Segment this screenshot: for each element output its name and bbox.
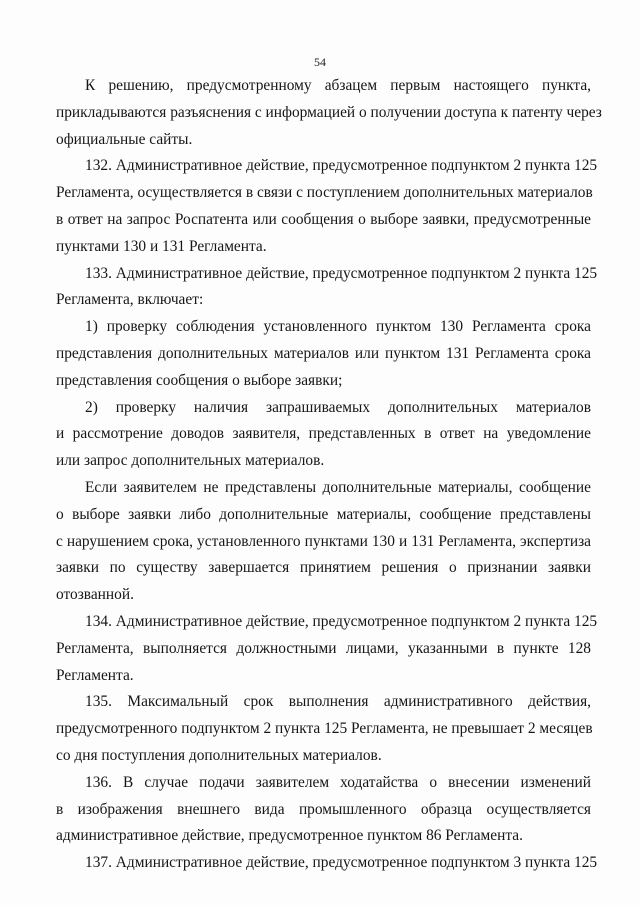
text-line: о выборе заявки либо дополнительные материалы, сообщение представлены: [56, 505, 591, 523]
text-line: предусмотренного подпунктом 2 пункта 125 Регламента, не превышает 2 месяцев: [56, 720, 593, 738]
text-line: Если заявителем не представлены дополнительные материалы, сообщение: [85, 478, 591, 496]
text-line: в ответ на запрос Роспатента или сообщения о выборе заявки, предусмотренные: [56, 210, 591, 228]
paragraph: [56, 73, 602, 153]
text-line: 133. Административное действие, предусмотренное подпунктом 2 пункта 125: [85, 264, 598, 282]
text-line: 2) проверку наличия запрашиваемых дополнительных материалов: [85, 398, 591, 416]
text-line: К решению, предусмотренному абзацем первым настоящего пункта,: [85, 77, 591, 94]
text-line: 136. В случае подачи заявителем ходатайства о внесении изменений: [85, 773, 591, 791]
page-number: 54: [314, 55, 326, 69]
paragraph: [56, 153, 598, 260]
text-line: 135. Максимальный срок выполнения административного действия,: [85, 693, 591, 711]
text-line: 134. Административное действие, предусмотренное подпунктом 2 пункта 125: [85, 612, 598, 630]
text-line: представления дополнительных материалов или пунктом 131 Регламента срока: [56, 344, 591, 362]
text-line: 137. Административное действие, предусмотренное подпунктом 3 пункта 125: [85, 854, 598, 872]
document-body: [56, 73, 602, 877]
text-line: Регламента, выполняется должностными лицами, указанными в пункте 128: [56, 639, 591, 657]
paragraph: [56, 850, 598, 877]
paragraph: [56, 689, 591, 769]
paragraph: [56, 261, 598, 315]
text-line: 1) проверку соблюдения установленного пунктом 130 Регламента срока: [85, 318, 591, 336]
text-line: 132. Административное действие, предусмотренное подпунктом 2 пункта 125: [85, 157, 598, 175]
text-line: с нарушением срока, установленного пунктами 130 и 131 Регламента, экспертиза: [56, 532, 591, 550]
list-item: [56, 314, 591, 394]
text-line: административное действие, предусмотренное пунктом 86 Регламента.: [56, 827, 523, 845]
text-line: со дня поступления дополнительных материалов.: [56, 746, 382, 764]
text-line: отозванной.: [56, 586, 134, 604]
paragraph: [56, 475, 591, 609]
text-line: в изображения внешнего вида промышленного образца осуществляется: [56, 800, 591, 818]
paragraph: [56, 609, 598, 689]
text-line: пунктами 130 и 131 Регламента.: [56, 237, 267, 255]
text-line: Регламента, включает:: [56, 291, 204, 309]
text-line: официальные сайты.: [56, 130, 193, 148]
text-line: Регламента.: [56, 666, 134, 684]
text-line: или запрос дополнительных материалов.: [56, 452, 325, 470]
list-item: [56, 395, 591, 475]
paragraph: [56, 770, 591, 850]
text-line: и рассмотрение доводов заявителя, представленных в ответ на уведомление: [56, 425, 591, 443]
text-line: представления сообщения о выборе заявки;: [56, 371, 343, 389]
text-line: заявки по существу завершается принятием решения о признании заявки: [56, 559, 591, 577]
text-line: Регламента, осуществляется в связи с поступлением дополнительных материалов: [56, 184, 593, 202]
text-line: прикладываются разъяснения с информацией о получении доступа к патенту через: [56, 103, 602, 121]
